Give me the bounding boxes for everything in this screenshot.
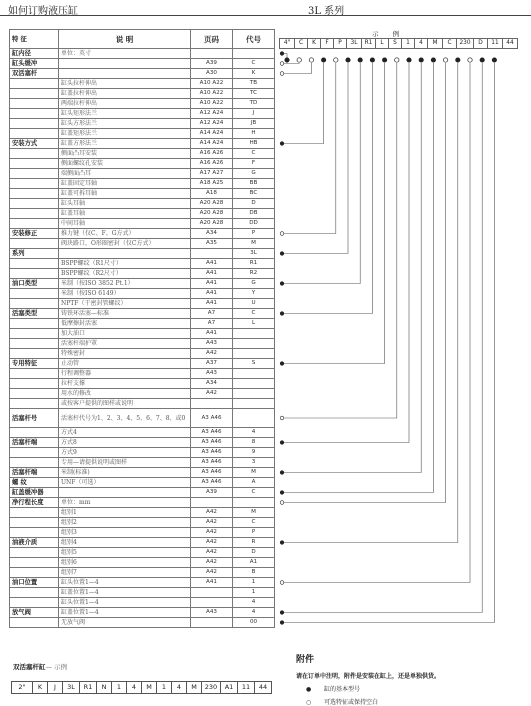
row-description: 单位：mm <box>59 498 191 508</box>
bottom-example-code-box: J <box>47 681 63 694</box>
row-code: R1 <box>233 259 275 269</box>
bottom-example-name: 双活塞杆缸 <box>13 663 46 671</box>
row-page: A41 <box>191 289 233 299</box>
open-circle-icon: ○ <box>306 699 312 706</box>
bottom-example-title <box>13 662 67 671</box>
row-description: 活塞杆端护罩 <box>59 339 191 349</box>
row-page: A16 A26 <box>191 149 233 159</box>
row-code: G <box>233 279 275 289</box>
row-description: 或按客户提供的图样或说明 <box>59 399 191 409</box>
required-marker-icon <box>492 58 496 62</box>
leader-line <box>282 63 324 144</box>
required-marker-icon <box>419 58 423 62</box>
row-marker-icon <box>280 501 284 505</box>
row-feature: 螺 纹 <box>10 478 59 488</box>
bottom-example-code-box: 44 <box>254 681 272 694</box>
bottom-example-code-box: N <box>96 681 112 694</box>
row-description: 方式4 <box>59 428 191 438</box>
row-code: C <box>233 59 275 69</box>
row-code: P <box>233 528 275 538</box>
example-code-box: C <box>294 38 308 49</box>
row-page: A42 <box>191 548 233 558</box>
optional-marker-icon <box>443 58 447 62</box>
row-code: TB <box>233 79 275 89</box>
annex-section <box>296 652 440 706</box>
row-code: F <box>233 159 275 169</box>
row-page: A12 A24 <box>191 119 233 129</box>
example-code-box: 230 <box>456 38 474 49</box>
row-code: U <box>233 299 275 309</box>
row-description: 缸头位置1—4 <box>59 578 191 588</box>
example-code-box: 4" <box>279 38 295 49</box>
header-series: 3L 系列 <box>308 6 345 17</box>
row-marker-icon <box>280 312 284 316</box>
bottom-example-code-box: 230 <box>201 681 221 694</box>
row-code: 8 <box>233 438 275 448</box>
row-page: A41 <box>191 329 233 339</box>
row-feature: 净行程长度 <box>10 498 59 508</box>
row-page: A7 <box>191 319 233 329</box>
row-page: A14 A24 <box>191 139 233 149</box>
row-page: A41 <box>191 259 233 269</box>
row-page: A30 <box>191 69 233 79</box>
legend-item <box>306 697 440 706</box>
required-marker-icon <box>480 58 484 62</box>
row-description: 行程调整器 <box>59 369 191 379</box>
row-marker-icon <box>280 362 284 366</box>
row-page: A42 <box>191 538 233 548</box>
leader-line <box>282 63 299 64</box>
row-code: D <box>233 199 275 209</box>
row-description: 中间耳轴 <box>59 219 191 229</box>
row-feature: 油口位置 <box>10 578 59 588</box>
row-feature: 安装方式 <box>10 139 59 149</box>
bottom-example-strip <box>12 681 272 694</box>
row-description: 缸头位置1—4 <box>59 598 191 608</box>
leader-line <box>282 63 372 314</box>
row-code: D <box>233 548 275 558</box>
row-page: A3 A46 <box>191 458 233 468</box>
row-description: 缸头方形法兰 <box>59 119 191 129</box>
row-marker-icon <box>280 491 284 495</box>
leader-line <box>282 63 360 284</box>
row-code: K <box>233 69 275 79</box>
row-marker-icon <box>280 541 284 545</box>
example-code-box: 4 <box>414 38 428 49</box>
row-page: A18 <box>191 189 233 199</box>
row-marker-icon <box>280 252 284 256</box>
row-description: 方式9 <box>59 448 191 458</box>
legend-text: 缸的基本型号 <box>324 686 361 693</box>
required-marker-icon <box>407 58 411 62</box>
row-feature: 缸盖缓冲器 <box>10 488 59 498</box>
row-code: B <box>233 568 275 578</box>
leader-line <box>282 63 311 74</box>
row-page: A41 <box>191 299 233 309</box>
bottom-example-subtitle: — 示例 <box>45 663 68 671</box>
row-description: 缸盖耳轴 <box>59 209 191 219</box>
row-page: A20 A28 <box>191 219 233 229</box>
row-marker-icon <box>280 621 284 625</box>
bottom-example-code-box: K <box>32 681 48 694</box>
row-code: P <box>233 229 275 239</box>
row-description: 加大油口 <box>59 329 191 339</box>
row-page: A16 A26 <box>191 159 233 169</box>
row-feature: 活塞杆号 <box>10 409 59 428</box>
leader-line <box>282 63 336 234</box>
row-description: 缸盖可拆耳轴 <box>59 189 191 199</box>
bottom-example-code-box: 2" <box>11 681 33 694</box>
row-code: J <box>233 109 275 119</box>
row-marker-icon <box>280 471 284 475</box>
row-description: 缸盖位置1—4 <box>59 608 191 618</box>
row-page: A18 A25 <box>191 179 233 189</box>
row-page: A7 <box>191 309 233 319</box>
row-code: S <box>233 359 275 369</box>
row-description: 缸盖方形法兰 <box>59 139 191 149</box>
header-title: 如何订购液压缸 <box>8 6 78 17</box>
leader-line <box>282 63 409 443</box>
row-code: 4 <box>233 598 275 608</box>
annex-title: 附件 <box>296 655 315 665</box>
row-marker-icon <box>280 611 284 615</box>
row-page: A10 A22 <box>191 89 233 99</box>
row-code: C <box>233 309 275 319</box>
row-marker-icon <box>280 581 284 585</box>
row-description: 组别2 <box>59 518 191 528</box>
leader-line <box>282 63 385 364</box>
row-description: 活塞杆代号为1、2、3、4、5、6、7、8、或0 <box>59 409 191 428</box>
row-marker-icon <box>280 142 284 146</box>
row-code: 4 <box>233 608 275 618</box>
row-code: TC <box>233 89 275 99</box>
row-page: A39 <box>191 488 233 498</box>
row-page: A3 A46 <box>191 438 233 448</box>
row-code: A1 <box>233 558 275 568</box>
row-page: A10 A22 <box>191 79 233 89</box>
row-feature: 放气阀 <box>10 608 59 618</box>
row-page: A42 <box>191 389 233 399</box>
row-description: 缸盖拉杆伸出 <box>59 89 191 99</box>
row-code: C <box>233 488 275 498</box>
row-description: 缸头耳轴 <box>59 199 191 209</box>
optional-marker-icon <box>334 58 338 62</box>
row-description: 无放气阀 <box>59 618 191 628</box>
required-marker-icon <box>358 58 362 62</box>
required-marker-icon <box>370 58 374 62</box>
row-marker-icon <box>280 52 284 56</box>
leader-line <box>282 63 482 613</box>
leader-line <box>282 63 494 623</box>
row-page: A37 <box>191 359 233 369</box>
leader-line <box>282 63 348 254</box>
row-description: 缸盖矩形法兰 <box>59 129 191 139</box>
leader-line <box>282 63 433 493</box>
example-code-box: 11 <box>487 38 503 49</box>
row-code: HB <box>233 139 275 149</box>
row-code: C <box>233 518 275 528</box>
bottom-example-code-box: 1 <box>111 681 127 694</box>
row-code: A <box>233 478 275 488</box>
row-feature: 油口类型 <box>10 279 59 289</box>
row-code: 4 <box>233 428 275 438</box>
required-marker-icon <box>382 58 386 62</box>
row-description: 组别5 <box>59 548 191 558</box>
row-description: 组别7 <box>59 568 191 578</box>
header-description: 说 明 <box>59 30 191 49</box>
row-description: 侧面螺纹孔安装 <box>59 159 191 169</box>
row-feature: 系列 <box>10 249 59 259</box>
row-code: BC <box>233 189 275 199</box>
row-feature: 专用特征 <box>10 359 59 369</box>
row-page: A20 A28 <box>191 199 233 209</box>
row-page: A42 <box>191 528 233 538</box>
annex-note: 请在订单中注明，附件是安装在缸上，还是单独供货。 <box>296 673 441 680</box>
row-description: 推力键（仅C、F、G方式） <box>59 229 191 239</box>
example-code-box: 1 <box>401 38 415 49</box>
bottom-example-code-box: 11 <box>237 681 255 694</box>
row-code: G <box>233 169 275 179</box>
example-label: 示 例 <box>372 30 406 38</box>
row-marker-icon <box>280 416 284 420</box>
row-feature: 双活塞杆 <box>10 69 59 79</box>
row-description: 端侧面凸耳 <box>59 169 191 179</box>
row-description: 方式8 <box>59 438 191 448</box>
example-code-box: K <box>307 38 321 49</box>
row-marker-icon <box>280 441 284 445</box>
row-description: 止动管 <box>59 359 191 369</box>
row-page: A42 <box>191 349 233 359</box>
row-page: A43 <box>191 339 233 349</box>
row-description: UNF（可选） <box>59 478 191 488</box>
row-code: 1 <box>233 578 275 588</box>
row-description: 铸铁环活塞—标准 <box>59 309 191 319</box>
row-description: 组别6 <box>59 558 191 568</box>
row-description: 米制(标准) <box>59 468 191 478</box>
row-page: A3 A46 <box>191 468 233 478</box>
row-feature: 油液介质 <box>10 538 59 548</box>
row-page: A14 A24 <box>191 129 233 139</box>
row-page: A3 A46 <box>191 478 233 488</box>
row-feature: 缸内径 <box>10 49 59 59</box>
row-description: NPTF（干密封管螺纹） <box>59 299 191 309</box>
row-page: A42 <box>191 518 233 528</box>
row-page: A43 <box>191 369 233 379</box>
row-description: 缸头矩形法兰 <box>59 109 191 119</box>
row-page: A42 <box>191 508 233 518</box>
row-description: 单位：英寸 <box>59 49 191 59</box>
required-marker-icon <box>285 58 289 62</box>
legend-text: 可选特征或保持空白 <box>324 699 379 706</box>
optional-marker-icon <box>468 58 472 62</box>
row-description: 缸盖位置1—4 <box>59 588 191 598</box>
row-code: Y <box>233 289 275 299</box>
bottom-example-code-box: 3L <box>62 681 80 694</box>
row-page: A41 <box>191 269 233 279</box>
example-code-box: C <box>442 38 457 49</box>
row-page: A41 <box>191 578 233 588</box>
row-feature: 安装修正 <box>10 229 59 239</box>
bottom-example-code-box: 4 <box>171 681 187 694</box>
row-code: 3 <box>233 458 275 468</box>
header-code: 代号 <box>233 30 275 49</box>
bottom-example-code-box: M <box>141 681 157 694</box>
row-description: 组别1 <box>59 508 191 518</box>
row-page: A3 A46 <box>191 448 233 458</box>
bottom-example-code-box: 4 <box>126 681 142 694</box>
row-page: A39 <box>191 59 233 69</box>
example-code-box: 44 <box>502 38 518 49</box>
example-code-box: P <box>333 38 347 49</box>
leader-line <box>282 63 458 543</box>
row-description: BSPP螺纹（R2尺寸） <box>59 269 191 279</box>
row-description: 低摩擦封活塞 <box>59 319 191 329</box>
leader-line <box>282 63 421 473</box>
row-page: A42 <box>191 558 233 568</box>
example-code-box: S <box>388 38 402 49</box>
row-description: 阀块路口，O形圈密封（仅C方式） <box>59 239 191 249</box>
row-feature: 活塞杆端 <box>10 438 59 448</box>
row-code: BB <box>233 179 275 189</box>
required-marker-icon <box>456 58 460 62</box>
row-description: 米制（按ISO 3852 Pt.1） <box>59 279 191 289</box>
example-code-box: 3L <box>346 38 362 49</box>
row-page: A41 <box>191 279 233 289</box>
row-code: DD <box>233 219 275 229</box>
row-description: BSPP螺纹（R1尺寸） <box>59 259 191 269</box>
row-feature: 活塞类型 <box>10 309 59 319</box>
row-code: TD <box>233 99 275 109</box>
row-code: DB <box>233 209 275 219</box>
row-description: 侧面凸耳安装 <box>59 149 191 159</box>
header-feature: 特 征 <box>10 30 59 49</box>
row-page: A35 <box>191 239 233 249</box>
row-description: 组别3 <box>59 528 191 538</box>
leader-line <box>282 63 470 583</box>
row-feature: 活塞杆端 <box>10 468 59 478</box>
header-page: 页码 <box>191 30 233 49</box>
row-page: A17 A27 <box>191 169 233 179</box>
row-code: M <box>233 468 275 478</box>
row-page: A12 A24 <box>191 109 233 119</box>
row-code: C <box>233 149 275 159</box>
example-code-box: F <box>320 38 334 49</box>
row-code: 9 <box>233 448 275 458</box>
row-code: 3L <box>233 249 275 259</box>
row-page: A43 <box>191 608 233 618</box>
row-code: JB <box>233 119 275 129</box>
row-code: 1 <box>233 588 275 598</box>
row-page: A34 <box>191 379 233 389</box>
row-feature: 缸头缓冲 <box>10 59 59 69</box>
row-description: 组别4 <box>59 538 191 548</box>
row-marker-icon <box>280 282 284 286</box>
optional-marker-icon <box>297 58 301 62</box>
row-page: A42 <box>191 568 233 578</box>
row-description: 专用—请提供说明或图样 <box>59 458 191 468</box>
row-marker-icon <box>280 72 284 76</box>
required-marker-icon <box>321 58 325 62</box>
row-code: M <box>233 239 275 249</box>
row-marker-icon <box>280 232 284 236</box>
row-description: 缸头拉杆伸出 <box>59 79 191 89</box>
row-code: R2 <box>233 269 275 279</box>
example-code-box: M <box>427 38 443 49</box>
row-description: 两端拉杆伸出 <box>59 99 191 109</box>
bottom-example-code-box: A1 <box>220 681 238 694</box>
row-page: A20 A28 <box>191 209 233 219</box>
required-marker-icon <box>431 58 435 62</box>
row-page: A3 A46 <box>191 409 233 428</box>
filled-circle-icon: ● <box>306 686 312 693</box>
row-code: L <box>233 319 275 329</box>
row-description: 米制（按ISO 6149） <box>59 289 191 299</box>
bottom-example-code-box: R1 <box>79 681 97 694</box>
row-code: 00 <box>233 618 275 628</box>
optional-marker-icon <box>395 58 399 62</box>
row-page: A34 <box>191 229 233 239</box>
row-description: 缸盖固定耳轴 <box>59 179 191 189</box>
example-code-box: R1 <box>361 38 376 49</box>
row-page: A10 A22 <box>191 99 233 109</box>
row-code: R <box>233 538 275 548</box>
required-marker-icon <box>346 58 350 62</box>
row-description: 用水的修改 <box>59 389 191 399</box>
optional-marker-icon <box>309 58 313 62</box>
bottom-example-code-box: M <box>186 681 202 694</box>
row-code: M <box>233 508 275 518</box>
leader-line <box>282 63 397 418</box>
legend-item <box>306 684 440 693</box>
row-page: A3 A46 <box>191 428 233 438</box>
row-marker-icon <box>280 62 284 66</box>
example-code-box: L <box>375 38 389 49</box>
row-code: H <box>233 129 275 139</box>
example-code-box: D <box>473 38 488 49</box>
row-description: 拉杆支撑 <box>59 379 191 389</box>
bottom-example-code-box: 1 <box>156 681 172 694</box>
row-description: 特殊密封 <box>59 349 191 359</box>
